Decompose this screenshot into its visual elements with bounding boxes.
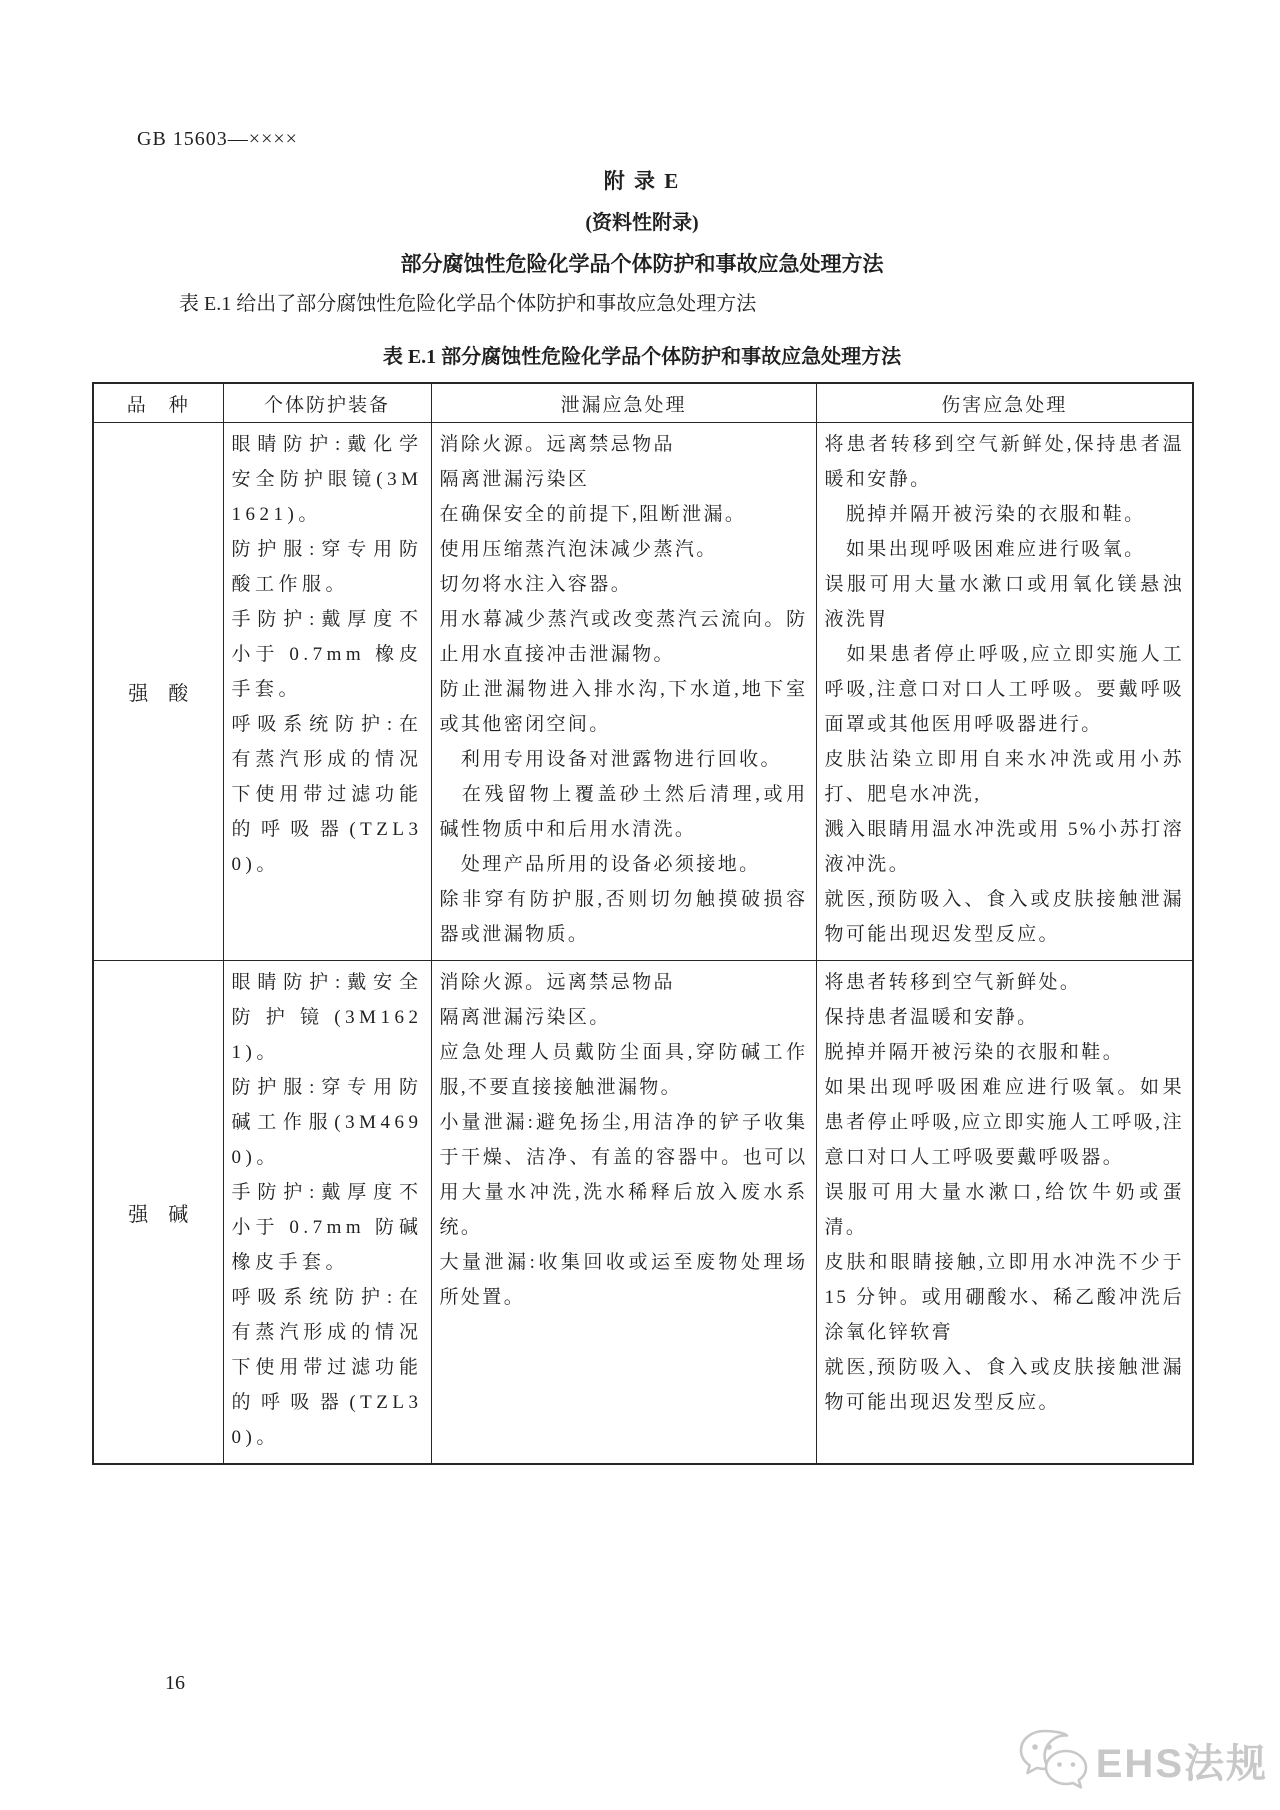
- injury-response-cell: [816, 961, 1193, 1465]
- cell-paragraph: 使用压缩蒸汽泡沫减少蒸汽。: [439, 539, 718, 560]
- col-header-leak-response: 泄漏应急处理: [431, 383, 816, 423]
- cell-paragraph: 就医,预防吸入、食入或皮肤接触泄漏物可能出现迟发型反应。: [824, 1357, 1184, 1413]
- appendix-heading: 部分腐蚀性危险化学品个体防护和事故应急处理方法: [400, 252, 884, 276]
- appendix-subtitle: (资料性附录): [585, 212, 699, 234]
- cell-paragraph: 呼吸系统防护:在有蒸汽形成的情况下使用带过滤功能的呼吸器(TZL30)。: [231, 1287, 423, 1448]
- intro-paragraph: 表 E.1 给出了部分腐蚀性危险化学品个体防护和事故应急处理方法: [179, 293, 757, 315]
- cell-paragraph: 防止泄漏物进入排水沟,下水道,地下室或其他密闭空间。: [439, 679, 808, 735]
- cell-paragraph: 大量泄漏:收集回收或运至废物处理场所处置。: [439, 1252, 808, 1308]
- table-caption: 表 E.1 部分腐蚀性危险化学品个体防护和事故应急处理方法: [382, 346, 902, 368]
- leak-response-cell: [431, 423, 816, 961]
- cell-paragraph: 在残留物上覆盖砂土然后清理,或用碱性物质中和后用水清洗。: [439, 784, 808, 840]
- leak-response-cell: [431, 961, 816, 1465]
- table-header-row: [93, 383, 1193, 423]
- cell-paragraph: 隔离泄漏污染区。: [439, 1007, 611, 1028]
- cell-paragraph: 防护服:穿专用防酸工作服。: [231, 539, 423, 595]
- table-row: [93, 423, 1193, 961]
- cell-paragraph: 眼睛防护:戴安全防护镜(3M1621)。: [231, 972, 423, 1063]
- watermark: [1016, 1726, 1268, 1794]
- cell-paragraph: 处理产品所用的设备必须接地。: [439, 854, 761, 875]
- page-number: 16: [165, 1672, 185, 1694]
- category-cell: 强 碱: [93, 961, 223, 1465]
- cell-paragraph: 误服可用大量水漱口或用氧化镁悬浊液洗胃: [824, 574, 1184, 630]
- cell-paragraph: 误服可用大量水漱口,给饮牛奶或蛋清。: [824, 1182, 1184, 1238]
- cell-paragraph: 防护服:穿专用防碱工作服(3M4690)。: [231, 1077, 423, 1168]
- appendix-title: 附 录 E: [603, 169, 681, 193]
- cell-paragraph: 将患者转移到空气新鲜处。: [824, 972, 1082, 993]
- cell-paragraph: 将患者转移到空气新鲜处,保持患者温暖和安静。: [824, 434, 1184, 490]
- cell-paragraph: 切勿将水注入容器。: [439, 574, 633, 595]
- injury-response-cell: [816, 423, 1193, 961]
- table-e1: [92, 382, 1194, 1465]
- cell-paragraph: 皮肤沾染立即用自来水冲洗或用小苏打、肥皂水冲洗,: [824, 749, 1184, 805]
- cell-paragraph: 皮肤和眼睛接触,立即用水冲洗不少于 15 分钟。或用硼酸水、稀乙酸冲洗后涂氧化锌软膏: [824, 1252, 1192, 1343]
- cell-paragraph: 如果出现呼吸困难应进行吸氧。如果患者停止呼吸,应立即实施人工呼吸,注意口对口人工呼吸要戴呼吸器。: [824, 1077, 1184, 1168]
- cell-paragraph: 如果出现呼吸困难应进行吸氧。: [824, 539, 1146, 560]
- cell-paragraph: 消除火源。远离禁忌物品: [439, 434, 675, 455]
- doc-number: GB 15603—××××: [137, 128, 298, 150]
- category-cell: 强 酸: [93, 423, 223, 961]
- cell-paragraph: 脱掉并隔开被污染的衣服和鞋。: [824, 1042, 1125, 1063]
- wechat-icon: [1016, 1726, 1090, 1794]
- table-row: [93, 961, 1193, 1465]
- cell-paragraph: 溅入眼睛用温水冲洗或用 5%小苏打溶液冲洗。: [824, 819, 1184, 875]
- cell-paragraph: 在确保安全的前提下,阻断泄漏。: [439, 504, 747, 525]
- cell-paragraph: 呼吸系统防护:在有蒸汽形成的情况下使用带过滤功能的呼吸器(TZL30)。: [231, 714, 423, 875]
- cell-paragraph: 脱掉并隔开被污染的衣服和鞋。: [824, 504, 1146, 525]
- cell-paragraph: 眼睛防护:戴化学安全防护眼镜(3M1621)。: [231, 434, 423, 525]
- cell-paragraph: 手防护:戴厚度不小于 0.7mm 橡皮手套。: [231, 609, 423, 700]
- col-header-protection: 个体防护装备: [223, 383, 431, 423]
- cell-paragraph: 隔离泄漏污染区: [439, 469, 590, 490]
- cell-paragraph: 利用专用设备对泄露物进行回收。: [439, 749, 782, 770]
- cell-paragraph: 就医,预防吸入、食入或皮肤接触泄漏物可能出现迟发型反应。: [824, 889, 1184, 945]
- cell-paragraph: 应急处理人员戴防尘面具,穿防碱工作服,不要直接接触泄漏物。: [439, 1042, 808, 1098]
- protection-cell: [223, 423, 431, 961]
- watermark-label: EHS法规: [1095, 1741, 1268, 1786]
- col-header-injury-response: 伤害应急处理: [816, 383, 1193, 423]
- cell-paragraph: 手防护:戴厚度不小于 0.7mm 防碱橡皮手套。: [231, 1182, 423, 1273]
- cell-paragraph: 消除火源。远离禁忌物品: [439, 972, 675, 993]
- cell-paragraph: 除非穿有防护服,否则切勿触摸破损容器或泄漏物质。: [439, 889, 808, 945]
- cell-paragraph: 用水幕减少蒸汽或改变蒸汽云流向。防止用水直接冲击泄漏物。: [439, 609, 808, 665]
- cell-paragraph: 保持患者温暖和安静。: [824, 1007, 1039, 1028]
- cell-paragraph: 如果患者停止呼吸,应立即实施人工呼吸,注意口对口人工呼吸。要戴呼吸面罩或其他医用呼吸器进行。: [824, 644, 1184, 735]
- protection-cell: [223, 961, 431, 1465]
- appendix-content: [92, 168, 1192, 1465]
- col-header-category: 品 种: [93, 383, 223, 423]
- cell-paragraph: 小量泄漏:避免扬尘,用洁净的铲子收集于干燥、洁净、有盖的容器中。也可以用大量水冲洗,洗水稀释后放入废水系统。: [439, 1112, 808, 1238]
